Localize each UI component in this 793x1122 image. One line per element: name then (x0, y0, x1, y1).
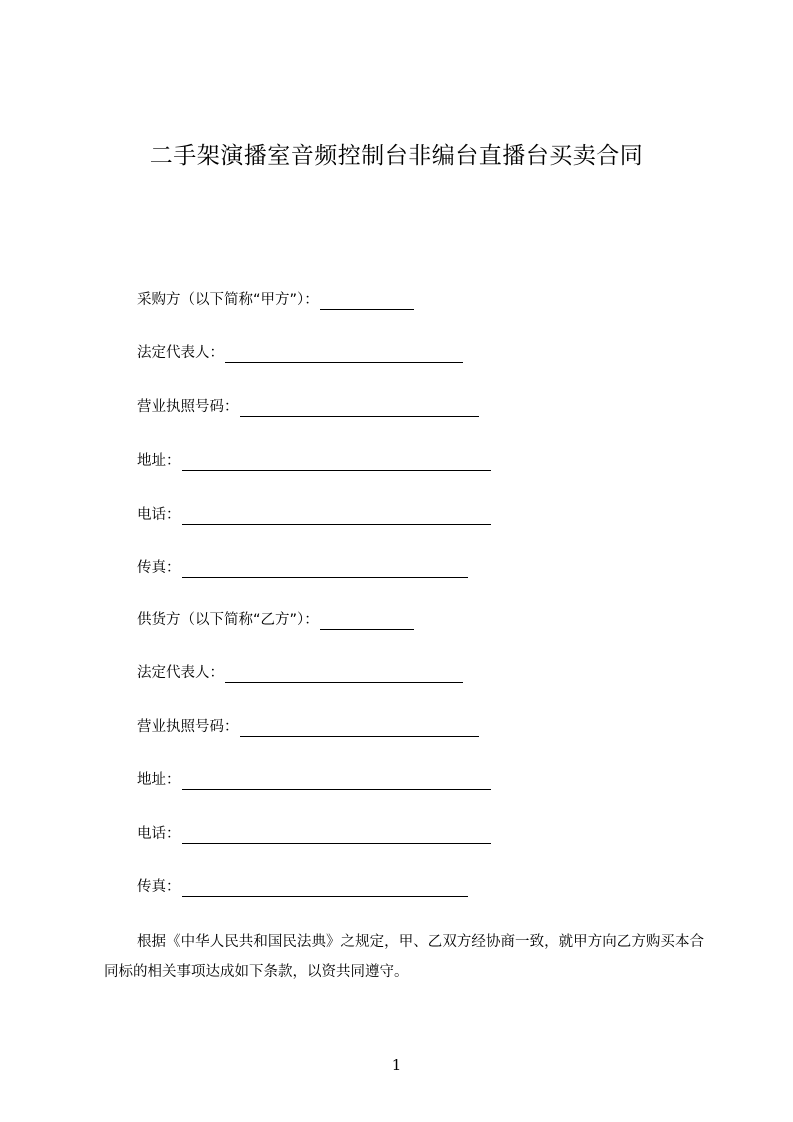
party-a-legal-rep-field (137, 343, 463, 363)
party-a-phone-label: 电话： (137, 507, 181, 523)
party-b-legal-rep-blank[interactable] (225, 666, 463, 683)
party-b-address-label: 地址： (137, 772, 181, 788)
party-a-legal-rep-blank[interactable] (225, 346, 463, 363)
party-b-license-blank[interactable] (240, 720, 479, 737)
party-a-legal-rep-label: 法定代表人： (137, 345, 224, 361)
party-a-license-blank[interactable] (240, 400, 479, 417)
party-b-fax-blank[interactable] (182, 880, 468, 897)
party-b-legal-rep-field (137, 663, 463, 683)
party-a-heading-field (137, 290, 414, 310)
party-a-fax-field (137, 558, 468, 578)
party-b-legal-rep-label: 法定代表人： (137, 665, 224, 681)
party-b-heading-label: 供货方（以下简称“乙方”）： (137, 612, 319, 628)
party-a-address-field (137, 451, 491, 471)
party-a-license-label: 营业执照号码： (137, 399, 239, 415)
party-b-license-label: 营业执照号码： (137, 719, 239, 735)
party-a-fax-label: 传真： (137, 560, 181, 576)
party-b-fax-label: 传真： (137, 879, 181, 895)
party-a-heading-label: 采购方（以下简称“甲方”）： (137, 292, 319, 308)
page-number: 1 (391, 1056, 402, 1074)
party-a-license-field (137, 397, 479, 417)
intro-paragraph: 根据《中华人民共和国民法典》之规定，甲、乙双方经协商一致，就甲方向乙方购买本合同标的相关事项达成如下条款，以资共同遵守。 (104, 934, 704, 980)
party-b-phone-field (137, 824, 491, 844)
party-b-address-field (137, 770, 491, 790)
party-a-address-label: 地址： (137, 453, 181, 469)
party-b-heading-field (137, 610, 414, 630)
party-b-phone-blank[interactable] (182, 827, 491, 844)
document-title: 二手架演播室音频控制台非编台直播台买卖合同 (149, 143, 644, 169)
party-a-fax-blank[interactable] (182, 561, 468, 578)
party-b-fax-field (137, 877, 468, 897)
party-b-address-blank[interactable] (182, 773, 491, 790)
party-b-license-field (137, 717, 479, 737)
party-a-address-blank[interactable] (182, 454, 491, 471)
party-a-phone-blank[interactable] (182, 508, 491, 525)
party-a-name-blank[interactable] (320, 293, 414, 310)
party-b-phone-label: 电话： (137, 826, 181, 842)
party-a-phone-field (137, 505, 491, 525)
party-b-name-blank[interactable] (320, 613, 414, 630)
